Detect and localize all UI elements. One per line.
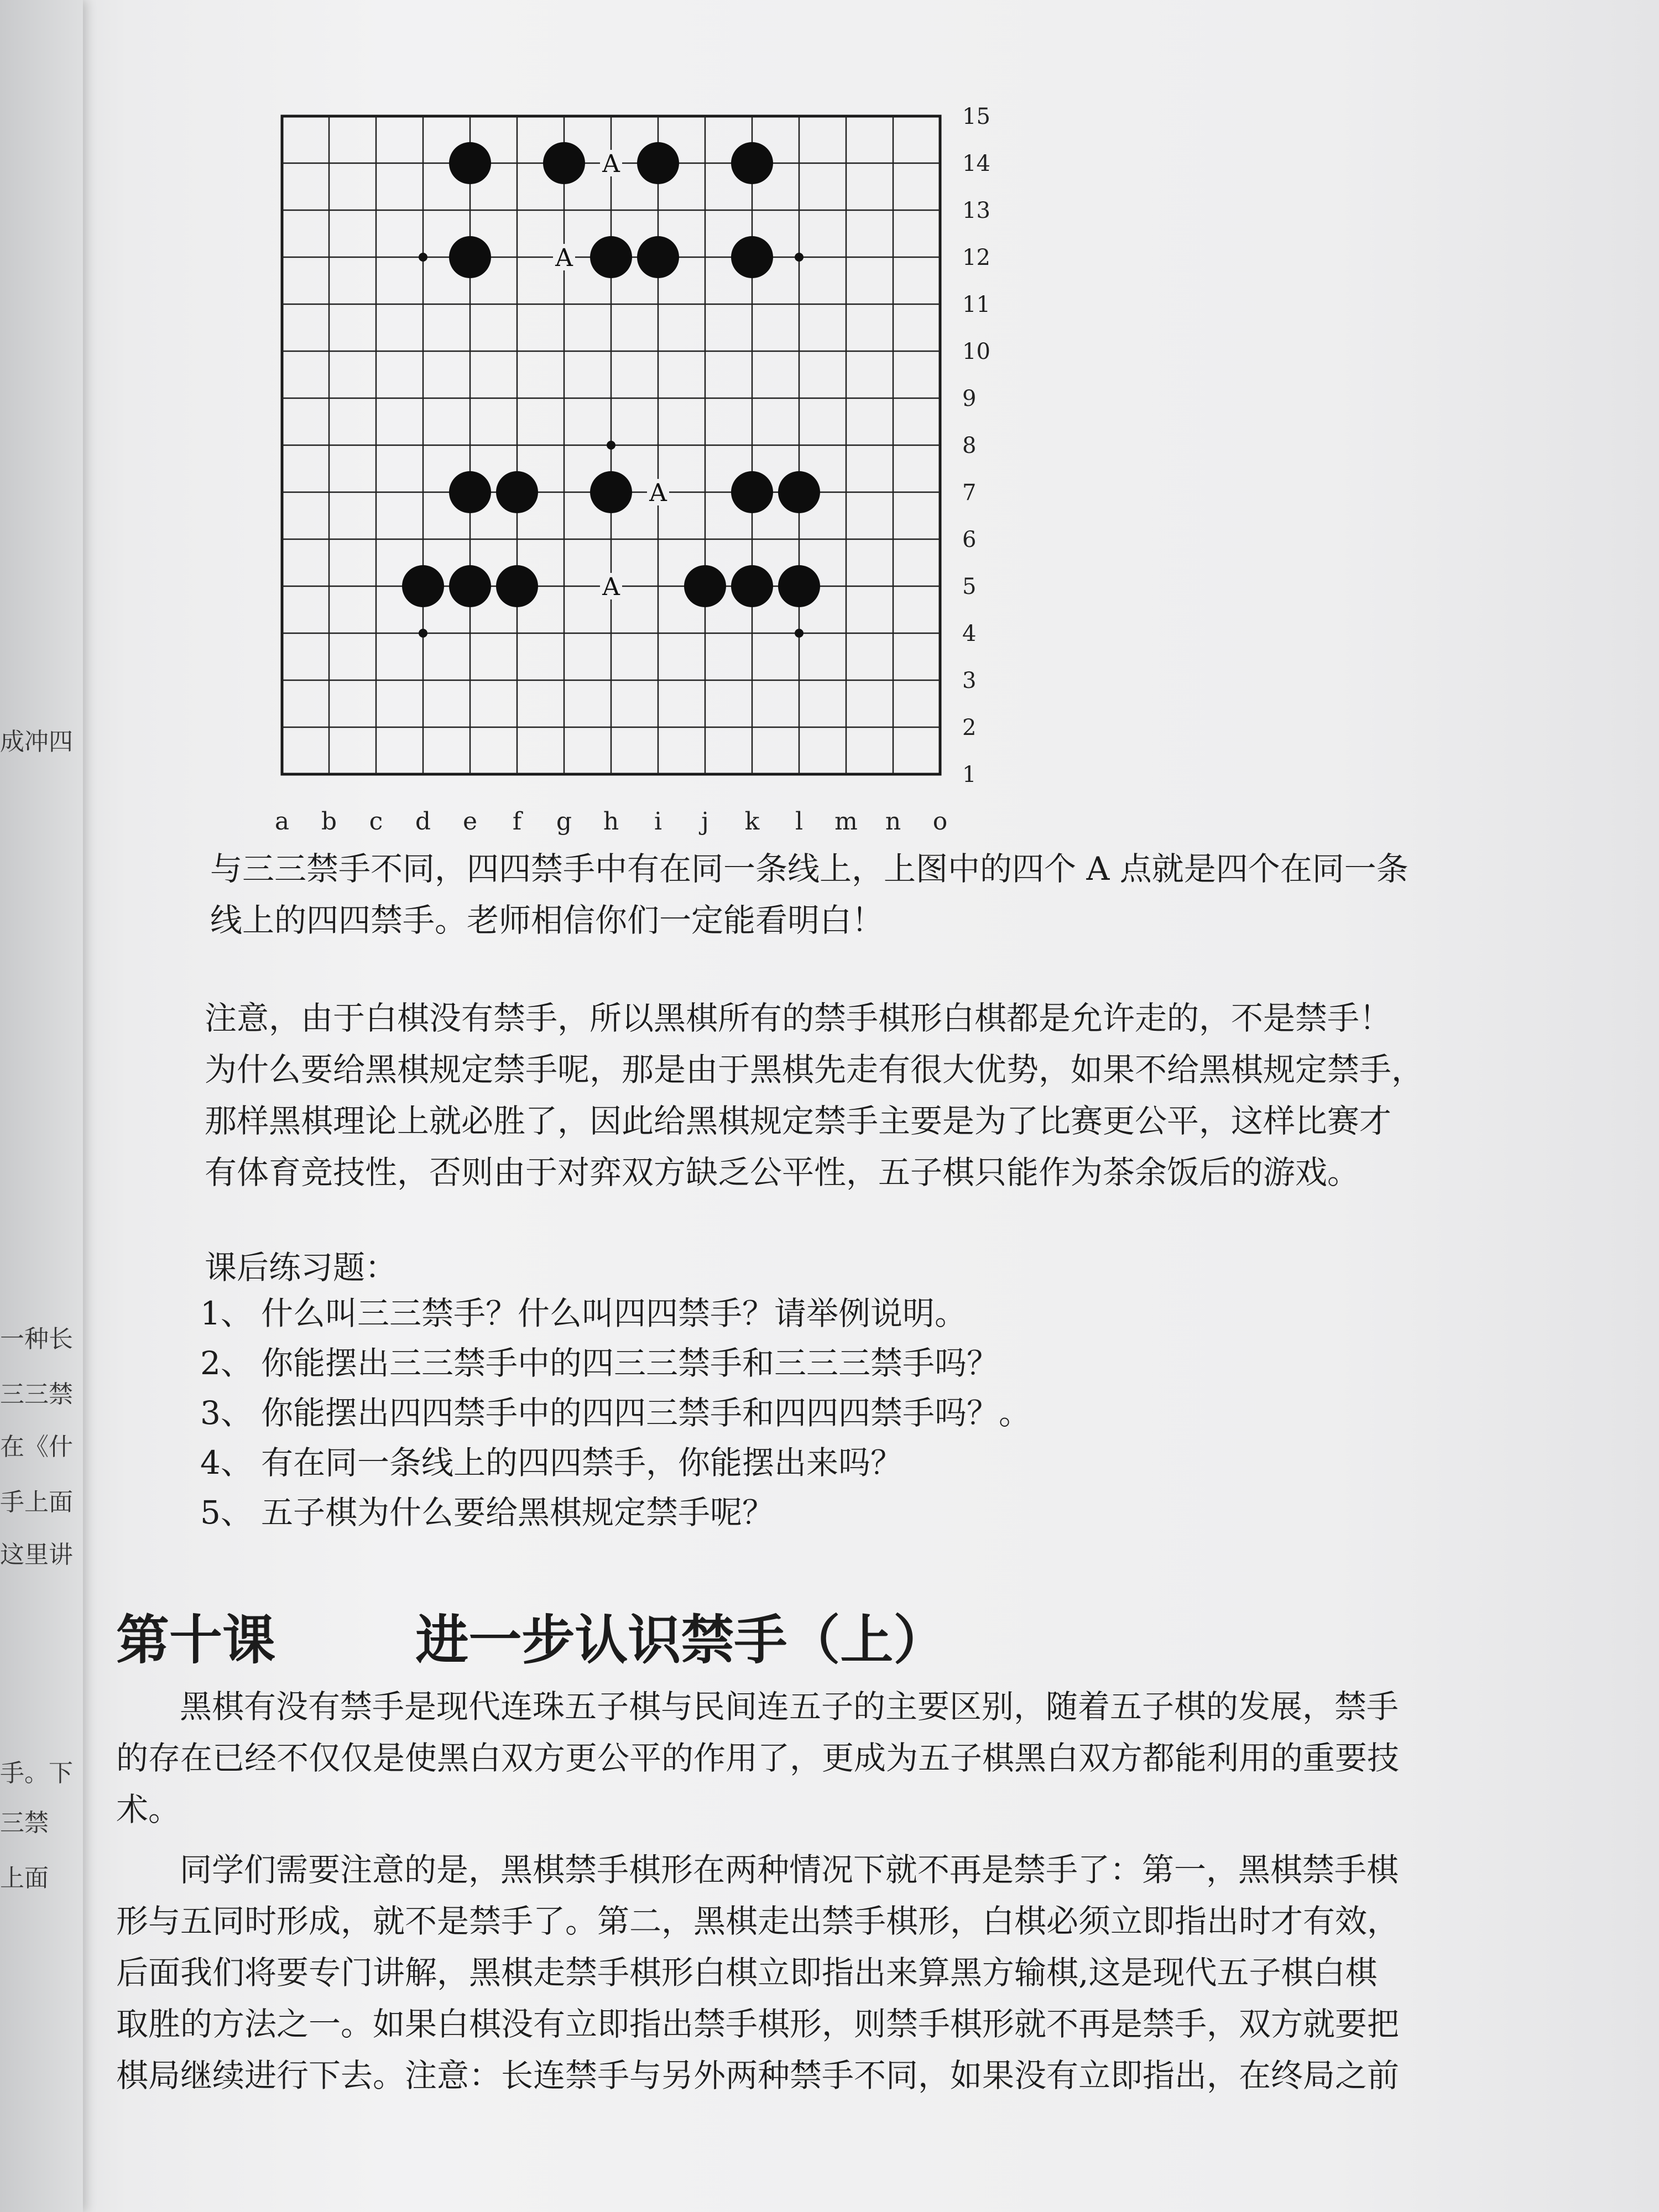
paragraph-line: 的存在已经不仅仅是使黑白双方更公平的作用了，更成为五子棋黑白双方都能利用的重要技 (116, 1739, 1400, 1777)
row-label: 15 (962, 104, 990, 129)
black-stone (684, 565, 726, 607)
paragraph-line: 术。 (116, 1791, 181, 1828)
paragraph-line: 后面我们将要专门讲解，黑棋走禁手棋形白棋立即指出来算黑方输棋,这是现代五子棋白棋 (116, 1954, 1378, 1991)
column-label: h (603, 807, 619, 836)
black-stone (449, 565, 491, 607)
column-label: l (795, 807, 804, 836)
column-label: d (415, 807, 431, 836)
row-label: 1 (962, 762, 977, 787)
row-label: 3 (962, 668, 977, 693)
exercise-text: 五子棋为什么要给黑棋规定禁手呢？ (261, 1494, 775, 1531)
board-dot (795, 253, 804, 262)
exercises-list (200, 1288, 1031, 1537)
paragraph-line: 那样黑棋理论上就必胜了，因此给黑棋规定禁手主要是为了比赛更公平，这样比赛才 (205, 1102, 1392, 1140)
exercise-item (200, 1288, 1031, 1338)
row-label: 14 (962, 151, 990, 176)
row-label: 5 (962, 574, 977, 599)
black-stone (590, 471, 632, 513)
board-dot (419, 629, 427, 638)
exercise-item (200, 1388, 1031, 1438)
column-label: k (744, 807, 760, 836)
column-label: n (885, 807, 901, 836)
paragraph-line: 取胜的方法之一。如果白棋没有立即指出禁手棋形，则禁手棋形就不再是禁手，双方就要把 (116, 2005, 1400, 2043)
left-page-text: 成冲四 (0, 728, 73, 756)
paragraph-2 (205, 993, 1423, 1198)
left-page-text: 三禁 (0, 1809, 49, 1837)
row-label: 10 (962, 339, 990, 364)
column-label: a (274, 807, 290, 836)
black-stone (496, 565, 538, 607)
paragraph-line: 与三三禁手不同，四四禁手中有在同一条线上，上图中的四个 A 点就是四个在同一条 (210, 850, 1408, 888)
paragraph-line: 棋局继续进行下去。注意：长连禁手与另外两种禁手不同，如果没有立即指出，在终局之前 (116, 2057, 1400, 2094)
gomoku-board-diagram (243, 94, 990, 836)
left-page-text: 一种长 (0, 1325, 73, 1353)
row-label: 2 (962, 715, 977, 740)
black-stone (731, 236, 773, 278)
black-stone (731, 142, 773, 184)
row-label: 12 (962, 245, 990, 270)
paragraph-line: 同学们需要注意的是，黑棋禁手棋形在两种情况下就不再是禁手了：第一，黑棋禁手棋 (180, 1851, 1399, 1888)
column-label: i (654, 807, 662, 836)
row-label: 7 (962, 480, 977, 505)
exercises-heading: 课后练习题： (205, 1249, 398, 1286)
left-page-text: 手上面 (0, 1488, 73, 1516)
column-label: e (462, 807, 478, 836)
board-dot (795, 629, 804, 638)
paragraph-line: 线上的四四禁手。老师相信你们一定能看明白！ (210, 901, 884, 939)
left-page-text: 这里讲 (0, 1541, 73, 1569)
lesson-heading (116, 1598, 946, 1674)
column-label: m (834, 807, 858, 836)
exercise-text: 有在同一条线上的四四禁手，你能摆出来吗？ (261, 1444, 903, 1481)
exercise-item (200, 1338, 1031, 1388)
row-label: 13 (962, 198, 990, 223)
black-stone (637, 236, 679, 278)
paragraph-line: 注意，由于白棋没有禁手，所以黑棋所有的禁手棋形白棋都是允许走的，不是禁手！ (205, 999, 1392, 1037)
black-stone (449, 236, 491, 278)
left-page-text: 三三禁 (0, 1380, 73, 1408)
black-stone (731, 565, 773, 607)
a-point-label: A (602, 150, 620, 178)
black-stone (449, 471, 491, 513)
black-stone (731, 471, 773, 513)
paragraph-3 (116, 1681, 1399, 1835)
exercise-item (200, 1488, 1031, 1537)
left-page-text: 上面 (0, 1864, 49, 1892)
a-point-label: A (555, 244, 573, 272)
paragraph-line: 黑棋有没有禁手是现代连珠五子棋与民间连五子的主要区别，随着五子棋的发展，禁手 (180, 1688, 1399, 1725)
a-point-label: A (602, 573, 620, 601)
paragraph-line: 形与五同时形成，就不是禁手了。第二，黑棋走出禁手棋形，白棋必须立即指出时才有效， (116, 1902, 1400, 1940)
row-label: 4 (962, 621, 977, 646)
row-label: 11 (962, 292, 990, 317)
black-stone (637, 142, 679, 184)
board-dot (419, 253, 427, 262)
column-label: g (556, 807, 572, 836)
paragraph-1 (210, 843, 1408, 946)
row-label: 8 (962, 433, 977, 458)
black-stone (496, 471, 538, 513)
column-label: c (369, 807, 383, 836)
black-stone (590, 236, 632, 278)
exercise-number: 1、 (200, 1295, 253, 1332)
column-label: j (701, 807, 709, 836)
exercise-number: 3、 (200, 1394, 253, 1432)
column-label: o (932, 807, 948, 836)
left-page-text: 手。下 (0, 1759, 73, 1787)
paragraph-line: 为什么要给黑棋规定禁手呢，那是由于黑棋先走有很大优势，如果不给黑棋规定禁手， (205, 1051, 1424, 1088)
exercise-text: 什么叫三三禁手？什么叫四四禁手？请举例说明。 (261, 1295, 967, 1332)
column-label: f (512, 807, 522, 836)
paragraph-line: 有体育竞技性，否则由于对弈双方缺乏公平性，五子棋只能作为茶余饭后的游戏。 (205, 1154, 1360, 1191)
lesson-number: 第十课 (116, 1609, 275, 1671)
exercise-number: 4、 (200, 1444, 253, 1481)
exercise-number: 5、 (200, 1494, 253, 1531)
black-stone (402, 565, 444, 607)
exercise-text: 你能摆出四四禁手中的四四三禁手和四四四禁手吗？。 (261, 1394, 1031, 1432)
exercise-text: 你能摆出三三禁手中的四三三禁手和三三三禁手吗？ (261, 1344, 999, 1382)
black-stone (543, 142, 585, 184)
black-stone (778, 565, 820, 607)
a-point-label: A (649, 479, 667, 507)
black-stone (449, 142, 491, 184)
paragraph-4 (116, 1844, 1399, 2101)
row-label: 6 (962, 527, 977, 552)
board-dot (607, 441, 615, 450)
black-stone (778, 471, 820, 513)
column-label: b (321, 807, 337, 836)
exercise-number: 2、 (200, 1344, 253, 1382)
left-page-text: 在《什 (0, 1433, 73, 1461)
left-page-edge (0, 0, 83, 2212)
lesson-title: 进一步认识禁手（上） (415, 1609, 947, 1671)
exercise-item (200, 1438, 1031, 1488)
row-label: 9 (962, 386, 977, 411)
